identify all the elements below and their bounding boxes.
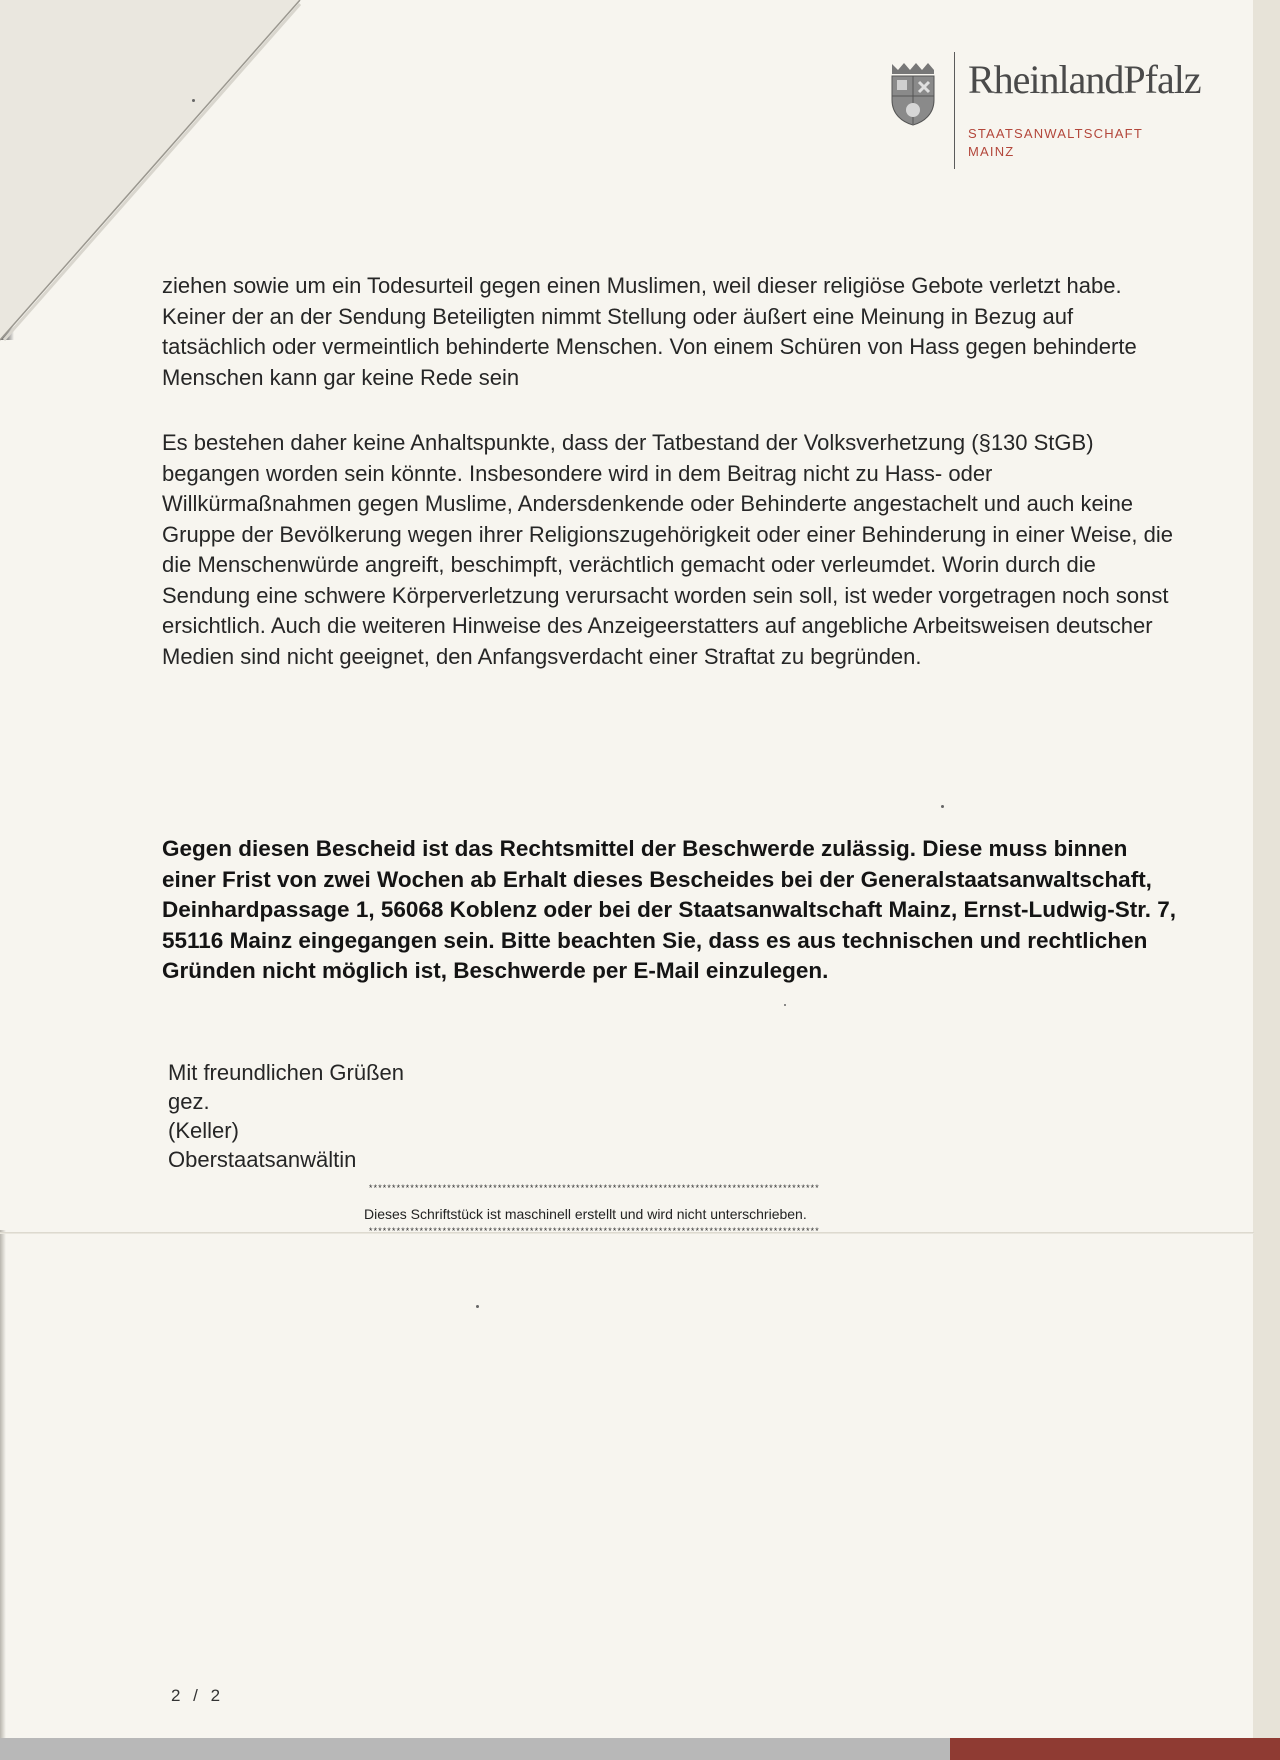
body-paragraph-2: Es bestehen daher keine Anhaltspunkte, dass der Tatbestand der Volksverhetzung (§130 StGB) begangen worden sein könnte. Insbesondere wird in dem Beitrag nicht zu Hass- oder Willkürmaßnahmen gegen Muslime, Andersdenkende oder Behinderte angestachelt und auch keine Gruppe der Bevölkerung wegen ihrer Religionszugehörigkeit oder einer Behinderung in einer Weise, die die Menschenwürde angreift, beschimpft, verächtlich gemacht oder verleumdet. Worin durch die Sendung eine schwere Körperverletzung verursacht worden sein soll, ist weder vorgetragen noch sonst ersichtlich. Auch die weiteren Hinweise des Anzeigeerstatters auf angebliche Arbeitsweisen deutscher Medien sind nicht geeignet, den Anfangsverdacht einer Straftat zu begründen.	[162, 430, 1173, 669]
scan-shadow-edge-lower	[0, 1230, 6, 1750]
scan-speck	[192, 99, 195, 102]
closing-block	[168, 1058, 404, 1174]
scan-bottom-edge-red	[950, 1738, 1280, 1760]
scan-bottom-edge	[0, 1738, 950, 1760]
scan-speck	[941, 805, 944, 808]
signed-marker: gez.	[168, 1089, 210, 1114]
coat-of-arms-icon	[886, 60, 940, 126]
separator-stars-top: **************************************************************************************************	[368, 1184, 819, 1194]
scan-speck	[476, 1305, 479, 1308]
brand-logo-text: RheinlandPfalz	[968, 57, 1201, 102]
signer-name: (Keller)	[168, 1118, 239, 1143]
authority-line-2: MAINZ	[968, 144, 1015, 159]
signer-title: Oberstaatsanwältin	[168, 1147, 357, 1172]
machine-generated-note: Dieses Schriftstück ist maschinell erstellt und wird nicht unterschrieben.	[364, 1206, 807, 1222]
scan-right-margin	[1253, 0, 1280, 1760]
body-paragraph-1: ziehen sowie um ein Todesurteil gegen einen Muslimen, weil dieser religiöse Gebote verletzt habe. Keiner der an der Sendung Beteiligten nimmt Stellung oder äußert eine Meinung in Bezug auf tatsächlich oder vermeintlich behinderte Menschen. Von einem Schüren von Hass gegen behinderte Menschen kann gar keine Rede sein	[162, 273, 1137, 390]
page-number: 2 / 2	[171, 1686, 225, 1705]
separator-stars-bottom: **************************************************************************************************	[368, 1227, 819, 1237]
scan-speck	[784, 1004, 786, 1006]
authority-line-1: STAATSANWALTSCHAFT	[968, 126, 1143, 141]
legal-remedy-notice: Gegen diesen Bescheid ist das Rechtsmittel der Beschwerde zulässig. Diese muss binnen einer Frist von zwei Wochen ab Erhalt dieses Bescheides bei der Generalstaatsanwaltschaft, Deinhardpassage 1, 56068 Koblenz oder bei der Staatsanwaltschaft Mainz, Ernst-Ludwig-Str. 7, 55116 Mainz eingegangen sein. Bitte beachten Sie, dass es aus technischen und rechtlichen Gründen nicht möglich ist, Beschwerde per E-Mail einzulegen.	[162, 836, 1177, 983]
greeting: Mit freundlichen Grüßen	[168, 1060, 404, 1085]
authority-name	[968, 125, 1143, 161]
letterhead-divider	[954, 52, 955, 169]
